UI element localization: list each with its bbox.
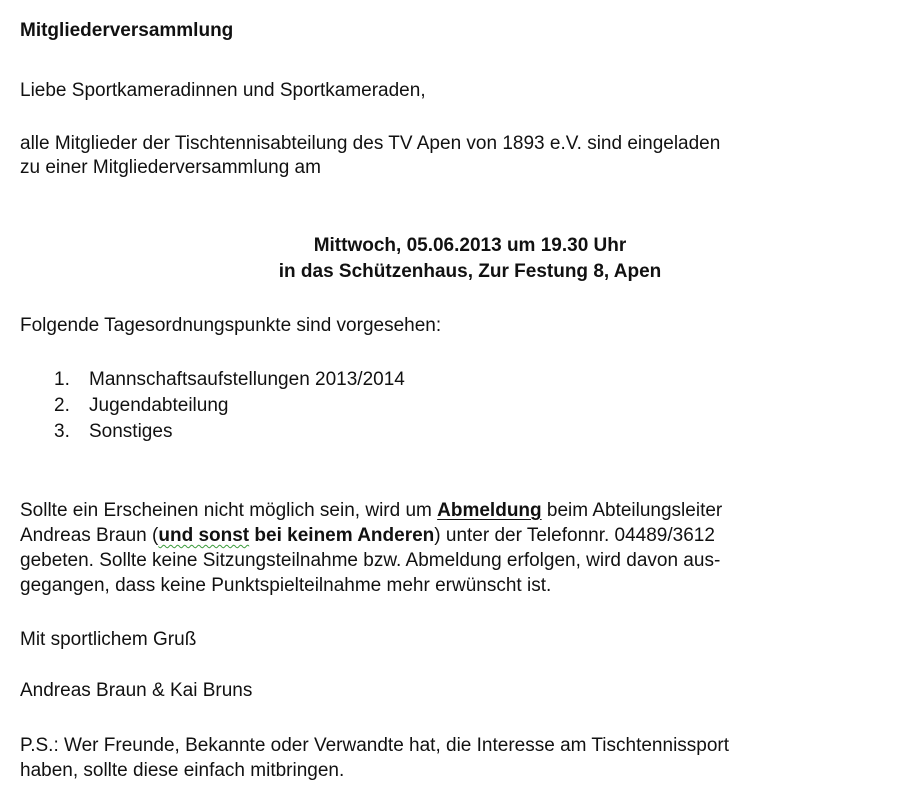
agenda-item-number: 1. [54,369,70,390]
intro-line-1: alle Mitglieder der Tischtennisabteilung des TV Apen von 1893 e.V. sind eingeladen [20,133,721,154]
agenda-intro: Folgende Tagesordnungspunkte sind vorgesehen: [20,315,442,336]
closing: Mit sportlichem Gruß [20,629,197,650]
agenda-item-text: Sonstiges [89,421,173,442]
notice-text: beim Abteilungsleiter [541,500,723,521]
notice-line-3: gebeten. Sollte keine Sitzungsteilnahme bzw. Abmeldung erfolgen, wird davon aus- [20,550,721,571]
notice-text: ) unter der Telefonnr. 04489/3612 [434,525,715,546]
notice-emphasis-keinem-anderen: bei keinem Anderen [249,525,435,546]
notice-line-4: gegangen, dass keine Punktspielteilnahme mehr erwünscht ist. [20,575,552,596]
event-place: in das Schützenhaus, Zur Festung 8, Apen [278,261,662,282]
agenda-item-text: Mannschaftsaufstellungen 2013/2014 [89,369,405,390]
notice-emphasis-abmeldung: Abmeldung [437,500,542,521]
agenda-item-number: 2. [54,395,70,416]
agenda-item-text: Jugendabteilung [89,395,229,416]
notice-line-1 [20,499,722,522]
notice-emphasis-und-sonst: und sonst [158,525,250,546]
document-title: Mitgliederversammlung [20,20,234,41]
notice-text: Andreas Braun ( [20,525,159,546]
ps-line-2: haben, sollte diese einfach mitbringen. [20,760,345,781]
notice-line-2 [20,524,715,547]
agenda-item-number: 3. [54,421,70,442]
ps-line-1: P.S.: Wer Freunde, Bekannte oder Verwandte hat, die Interesse am Tischtennissport [20,735,730,756]
greeting: Liebe Sportkameradinnen und Sportkameraden, [20,80,426,101]
signers: Andreas Braun & Kai Bruns [20,680,253,701]
notice-text: Sollte ein Erscheinen nicht möglich sein, wird um [20,500,438,521]
intro-line-2: zu einer Mitgliederversammlung am [20,157,321,178]
event-date: Mittwoch, 05.06.2013 um 19.30 Uhr [313,235,627,256]
